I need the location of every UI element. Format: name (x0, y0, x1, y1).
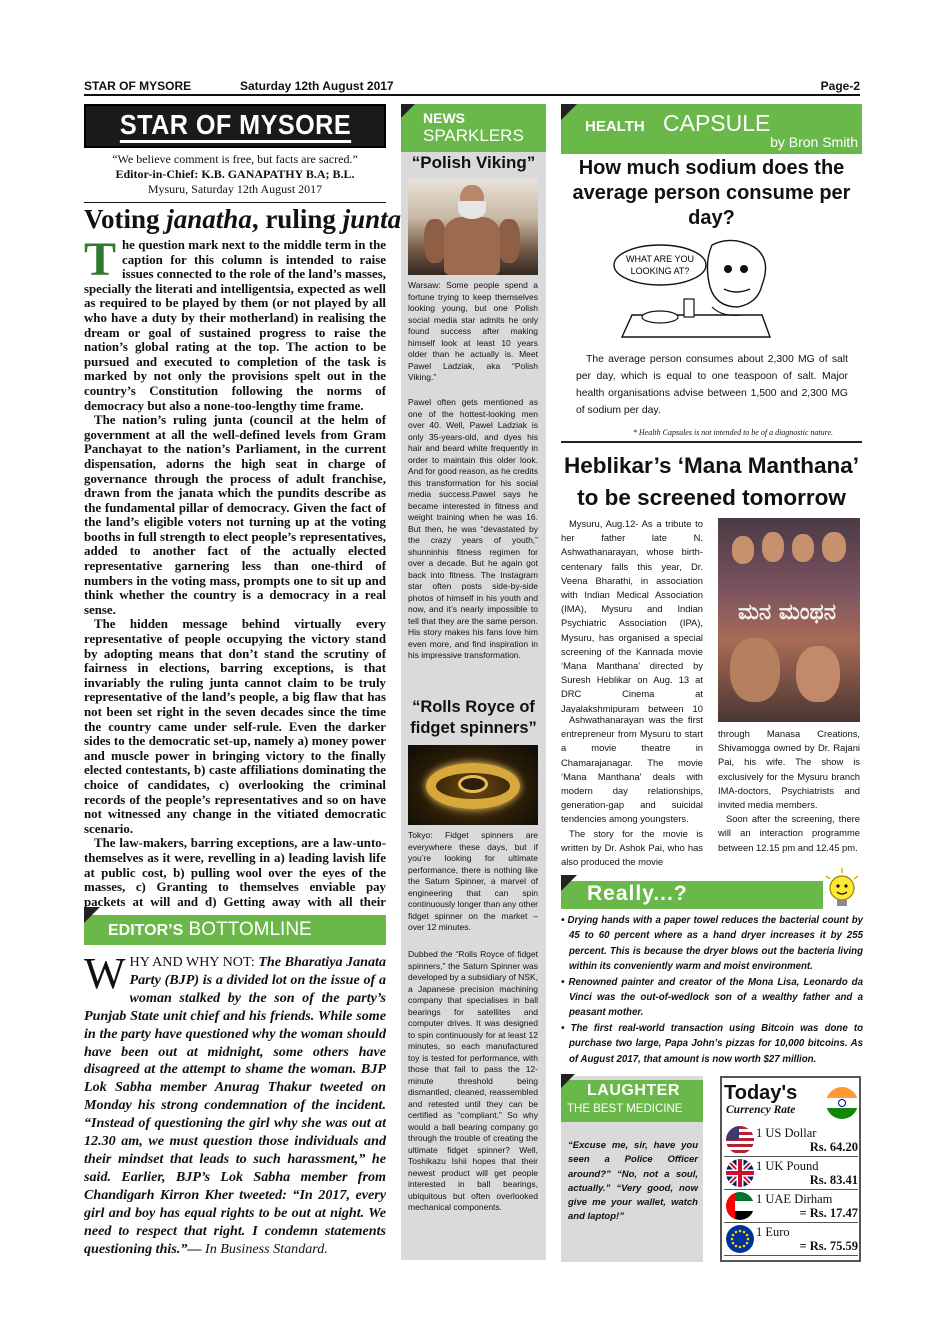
salt-shaker (684, 299, 694, 317)
story-title: “Polish Viking” (411, 153, 536, 172)
editorial-title-part: , ruling (251, 204, 343, 234)
cartoon-head (707, 240, 765, 307)
corner-triangle (561, 1074, 575, 1088)
publication-name: STAR OF MYSORE (84, 79, 192, 93)
sodium-cartoon (612, 237, 778, 344)
story-paragraph: Warsaw: Some people spend a fortune trying to keep themselves looking young, but one Polish social media star admits he only found success after making himself look at least 10 years older than he actually is. Meet Pawel Ladziak, aka “Polish Viking.” (408, 280, 538, 382)
header-line-1: LAUGHTER (587, 1082, 680, 1099)
uk-flag-icon (726, 1159, 754, 1187)
poster-face (822, 532, 846, 562)
header-line-2: SPARKLERS (423, 126, 524, 145)
currency-rows (724, 1124, 858, 1256)
poster-face (732, 536, 754, 564)
paragraph-text: he question mark next to the middle term in the caption for this column is intended to raise issues connected to the role of the land’s masses, specially the literati and intelligentsia, expected as well as required to be played by them (or not played by all who have a duty by their motherland) in realising the dream or goal of sustained progress to raise the nation’s global rating at the top. The action to be pursued and executed to completion of the task is marked by not only the provisions spelt out in the country’s Constitution following the norms of democracy but also a none-too-lengthy time frame. (84, 238, 386, 413)
editorial-title-part: janatha (166, 204, 252, 234)
bulb-base (837, 900, 847, 906)
issue-date: Saturday 12th August 2017 (240, 79, 394, 93)
bulb-eye (836, 884, 839, 887)
list-item: • Drying hands with a paper towel reduces the bacterial count by 45 to 60 percent where as a hand dryer increases it by 255 percent. This is because the dryer blows out the bacteria living within its conveniently warm and moist environment. (561, 915, 863, 973)
editorial-title (84, 204, 402, 235)
currency-name: 1 UAE Dirham (756, 1192, 833, 1206)
editorial-paragraph (84, 238, 386, 413)
story-paragraph: Soon after the screening, there will an interaction programme between 12.15 pm and 12.45 pm. (718, 813, 860, 853)
photo-shape (444, 217, 500, 275)
list-item: • The first real-world transaction using Bitcoin was done to purchase two large, Papa John’s pizzas for 10,000 bitcoins. As of August 2017, that amount is now worth $27 million. (561, 1022, 863, 1065)
mana-manthana-title: Heblikar’s ‘Mana Manthana’ to be screened tomorrow (563, 453, 860, 510)
editorial-paragraph: The nation’s ruling junta (council at the helm of government at all the well-defined levels from Gram Panchayat to the nation’s Parliament, in the current dispensation, adorns the high seat in charge of governance through the process of adult franchise, drawn from the janata which the pundits describe as the fundamental pillar of democracy. Given the fact of the land’s eligible voters not turning up at the voting booths in full strength to elect people’s representatives, added to another fact of the actually elected representative garnering less than one-third of numbers in the voting mass, prompts one to sit up and think whether the country is a democracy in a real sense. (84, 413, 386, 617)
health-capsule-text: The average person consumes about 2,300 MG of salt per day, which is equal to one teaspoon of salt. Major health organisations advise between 1,500 and 2,300 MG of sodium per day. (576, 354, 848, 416)
currency-row (724, 1223, 858, 1256)
story-paragraph: through Manasa Creations, Shivamogga owned by Dr. Rajani Pai, his wife. The show is exclusively for the Mysuru branch IMA-doctors, Psychiatrists and invited media members. (718, 728, 860, 811)
cartoon-plate (642, 311, 678, 323)
editorial-paragraph: The law-makers, barring exceptions, are a law-unto-themselves as it were, revelling in a) leading lavish life at public cost, b) pulling wool over the eyes of the masses, c) Granting to themselves enviable pay packets at will and d) Getting away with all their (84, 836, 386, 908)
bulb-eye (844, 884, 847, 887)
bottomline-header (84, 915, 386, 945)
dateline: Mysuru, Saturday 12th August 2017 (147, 182, 323, 196)
bottomline-heading (108, 919, 312, 941)
divider (84, 202, 386, 203)
bottomline-lead: HY AND WHY NOT: (129, 954, 259, 970)
masthead-logo (84, 104, 386, 148)
currency-name: 1 US Dollar (756, 1126, 817, 1140)
currency-rate: Rs. 64.20 (809, 1140, 858, 1154)
fidget-spinner-photo (408, 745, 538, 825)
heading-part: BOTTOMLINE (183, 919, 312, 940)
health-capsule-header (561, 104, 862, 154)
photo-shape (498, 219, 520, 263)
health-disclaimer: * Health Capsules is not intended to be of a diagnostic nature. (632, 428, 833, 437)
editorial-title-part: Voting (84, 204, 167, 234)
laughter-header (561, 1080, 703, 1122)
bottomline-source: In Business Standard. (201, 1240, 328, 1257)
india-flag-icon (826, 1087, 858, 1119)
photo-shape (424, 219, 446, 263)
lightbulb-icon (822, 868, 862, 912)
currency-rate: Rs. 83.41 (809, 1173, 858, 1187)
corner-triangle (84, 907, 100, 923)
poster-face (796, 646, 840, 702)
story-paragraph: The story for the movie is written by Dr. Ashok Pai, who has also produced the movie (561, 827, 703, 868)
currency-rate: = Rs. 75.59 (799, 1239, 858, 1253)
header-line-1: NEWS (423, 110, 465, 126)
list-item: • Renowned painter and creator of the Mona Lisa, Leonardo da Vinci was the out-of-wedlock son of a wealthy father and a peasant mother. (561, 976, 863, 1019)
currency-name: 1 UK Pound (756, 1159, 819, 1173)
really-header (561, 881, 823, 909)
masthead-name: STAR OF MYSORE (119, 110, 350, 143)
editorial-body (84, 238, 386, 908)
currency-row (724, 1124, 858, 1157)
cartoon-eye (740, 265, 748, 273)
currency-title: Today's (724, 1082, 798, 1104)
cartoon-eye (724, 265, 732, 273)
speech-bubble (614, 245, 706, 285)
speech-text: LOOKING AT? (630, 266, 690, 276)
polish-viking-photo (408, 179, 538, 275)
story-title: “Rolls Royce of fidget spinners” (410, 698, 537, 737)
uae-flag-icon (726, 1192, 754, 1220)
divider (561, 441, 862, 443)
movie-poster (718, 518, 860, 722)
header-line-2: THE BEST MEDICINE (567, 1103, 683, 1115)
drop-cap: W (84, 954, 126, 998)
bottomline-body (84, 954, 386, 1259)
currency-name: 1 Euro (756, 1225, 790, 1239)
photo-shape (458, 775, 488, 793)
page-number: Page-2 (820, 79, 860, 93)
currency-subtitle: Currency Rate (726, 1104, 796, 1116)
corner-triangle (561, 104, 577, 120)
really-heading: Really...? (587, 882, 688, 905)
news-sparklers-header (401, 104, 546, 152)
currency-rate: = Rs. 17.47 (799, 1206, 858, 1220)
story-paragraph: Dubbed the “Rolls Royce of fidget spinners,” the Saturn Spinner was developed by a subsidiary of NSK, a Japanese precision machining company that specialises in ball bearings for satellites and computer drives. It was designed to spin continuously for at least 12 minutes, so each manufactured toy is tested for performance, with those that fail to pass the 12-minute threshold being dismantled, cleaned, reassembled and retested until they can be certified as “compliant.” So why would a ball bearing company go through the trouble of creating the ultimate fidget spinner? Well, Toshikazu Ishii hopes that their newest product will get people interested in ball bearings, ubiquitous but often overlooked mechanical components. (408, 949, 538, 1212)
currency-row (724, 1190, 858, 1223)
motto: “We believe comment is free, but facts are sacred.” (112, 152, 358, 166)
heading-part: EDITOR’S (108, 922, 184, 939)
poster-face (730, 638, 780, 702)
usa-flag-icon (726, 1126, 754, 1154)
story-paragraph: Mysuru, Aug.12- As a tribute to her father late N. Ashwathanarayan, whose birth-centenary falls this year, Dr. Veena Bharathi, in association with Indian Medical Association (IMA), Mysuru and Indian Psychiatric Association (IPA), Mysuru, has organised a special screening of the Kannada movie ‘Mana Manthana’ directed by Suresh Heblikar on Aug. 13 at DRC Cinema at Jayalakshmipuram between 10 (561, 518, 703, 713)
byline: by Bron Smith (770, 134, 858, 150)
story-paragraph: Tokyo: Fidget spinners are everywhere these days, but if you’re looking for ultimate performance, there is nothing like the Saturn Spinner, a marvel of engineering that can spin continuously longer than any other fidget spinner on the market – over 12 minutes. (408, 830, 538, 932)
speech-text: WHAT ARE YOU (625, 254, 695, 264)
poster-face (762, 532, 784, 562)
cartoon-arm (712, 307, 740, 315)
page-header-bar (84, 78, 860, 96)
header-part: HEALTH (585, 118, 645, 135)
joke-text: “Excuse me, sir, have you seen a Police Officer around?” “No, not a soul, actually.” “Very good, now give me your wallet, watch and laptop!” (568, 1140, 698, 1223)
story-paragraph: Ashwathanarayan was the first entrepreneur from Mysuru to start a movie theatre in Chamarajanagar. The movie ‘Mana Manthana’ deals with modern day relationships, generation-gap and suicidal tendencies among youngsters. (561, 714, 703, 825)
poster-title: ಮನ ಮಂಥನ (738, 600, 836, 625)
bulb-glass (830, 876, 854, 900)
poster-face (792, 534, 814, 562)
editorial-title-part: junta (342, 204, 402, 234)
header-part: CAPSULE (663, 110, 771, 136)
really-list (561, 913, 863, 1067)
corner-triangle (401, 104, 415, 118)
editor-in-chief: Editor-in-Chief: K.B. GANAPATHY B.A; B.L. (115, 167, 355, 181)
story-paragraph-group (718, 727, 860, 871)
story-paragraph: Pawel often gets mentioned as one of the hottest-looking men over 40. Well, Pawel Ladziak is only 35-years-old, and dyes his hair and beard white frequently in order to maintain this older look. And for good reason, as he credits this transformation for his social media success.Pawel says he became interested in fitness and weight training when he was 16. But then, he was “devastated by the crazy years of youth,” shunninhis fitness regimen for over a decade. But he again got back into fitness. The Instagram star often posts side-by-side photos of himself in his youth and now, and it’s nearly impossible to tell that they are the same person. His story makes his fans love him even more, and find inspiration in his impressive transformation. (408, 397, 538, 660)
editorial-paragraph: The hidden message behind virtually every representative of people occupying the victory stand by adopting means that don’t stand the scrutiny of fairness in elections, barring exceptions, is that invariably the ruling junta cannot claim to be truly representative of the land’s people, a big flaw that has not been set right in the seven decades since the time the country came under self-rule. Even the darker sides to the democratic set-up, namely a) money power and muscle power in bringing victory to the finally elected contestants, b) caste affiliations dominating the choice of candidates, c) overlooking the criminal records of the people’s representatives and so on have not witnessed any change in the vitiated democratic scenario. (84, 617, 386, 836)
bottomline-text: The Bharatiya Janata Party (BJP) is a divided lot on the issue of a woman stalked by the son of the party’s Punjab State unit chief and his friends. While some in the party have questioned why the woman should have been out at midnight, some others have disagreed at the attempt to shame the woman. BJP Lok Sabha member Anurag Thakur tweeted on Monday his strong condemnation of the incident. “Instead of questioning the girl why she was out at 12.30 am, we must question those individuals and their mindset that leads to such harassment,” he said. Earlier, BJP’s Lok Sabha member from Chandigarh Kirron Kher tweeted: “In 2017, every girl and boy has equal rights to be out at night. We need to respect that right. I condemn statements questioning this.”— (84, 954, 386, 1257)
health-capsule-title: How much sodium does the average person consume per day? (572, 157, 851, 229)
drop-cap: T (84, 238, 117, 286)
photo-shape (458, 201, 486, 219)
story-paragraph-group (561, 713, 703, 871)
currency-row (724, 1157, 858, 1190)
eu-flag-icon (726, 1225, 754, 1253)
corner-triangle (561, 875, 577, 891)
masthead-motto-block (84, 152, 386, 197)
